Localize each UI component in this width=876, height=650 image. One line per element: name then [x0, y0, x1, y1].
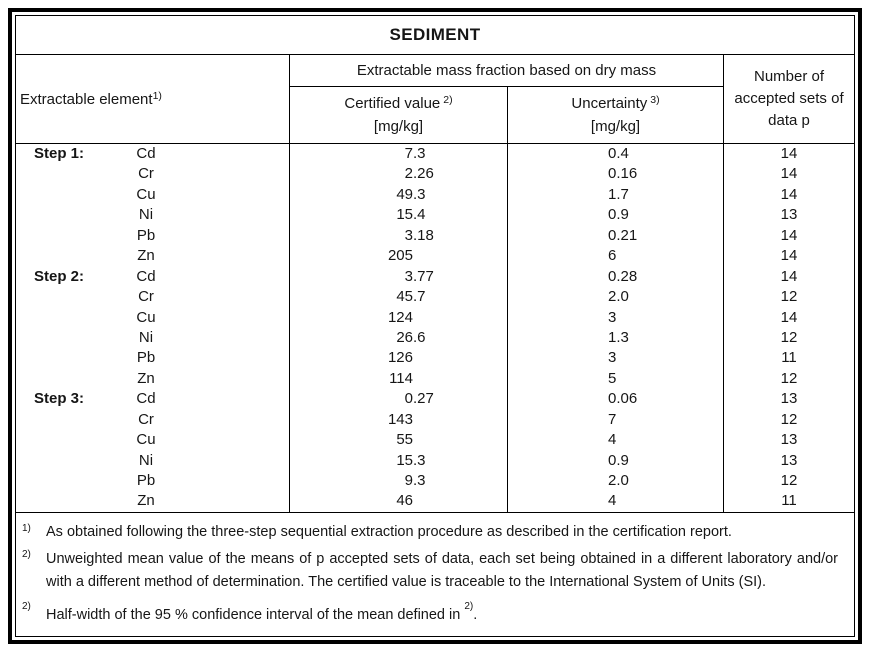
step-label: [34, 451, 120, 471]
uncertainty-value: 0.21: [608, 226, 638, 244]
sets-value: 12: [780, 288, 798, 306]
column-header-certified-value: [290, 87, 508, 143]
accepted-sets-cell: [724, 164, 854, 184]
accepted-sets-cell: [724, 185, 854, 205]
sets-value: 13: [780, 451, 798, 469]
accepted-sets-cell: [724, 308, 854, 328]
accepted-sets-cell: [724, 451, 854, 471]
accepted-sets-cell: [724, 430, 854, 450]
sets-value: 14: [780, 145, 798, 162]
step-label: [34, 287, 120, 307]
footnote-marker: 1): [22, 522, 31, 534]
uncertainty-cell: [508, 205, 724, 225]
element-symbol: Cu: [136, 185, 156, 203]
certified-value-cell: [290, 226, 508, 246]
uncertainty-value: 2.0: [608, 472, 629, 489]
uncertainty-unit: [mg/kg]: [590, 118, 641, 135]
certified-value-int: 15: [396, 451, 413, 469]
certified-value-int: 55: [396, 431, 413, 449]
uncertainty-cell: [508, 451, 724, 471]
uncertainty-value: 7: [608, 410, 617, 428]
uncertainty-cell: [508, 308, 724, 328]
certified-value-cell: [290, 471, 508, 491]
uncertainty-value: 1.3: [608, 328, 629, 346]
element-symbol: Cu: [136, 308, 156, 326]
certified-value-cell: [290, 328, 508, 348]
element-cell: [16, 491, 290, 511]
sets-value: 12: [780, 369, 798, 387]
step-label: [34, 328, 120, 348]
footnote-text: As obtained following the three-step sequential extraction procedure as described in the certification report.: [46, 523, 732, 540]
element-symbol: Cr: [138, 165, 154, 183]
element-cell: [16, 348, 290, 368]
step-label: [34, 491, 120, 511]
element-symbol: Ni: [138, 451, 154, 469]
footnote-ref-1: 1): [152, 89, 162, 102]
element-cell: [16, 185, 290, 205]
element-cell: [16, 451, 290, 471]
sets-value: 14: [780, 165, 798, 183]
certified-value-cell: [290, 430, 508, 450]
sets-value: 12: [780, 410, 798, 428]
accepted-sets-label: Number of accepted sets of data p: [734, 68, 844, 129]
certified-value-frac: .26: [413, 165, 434, 183]
sets-value: 14: [780, 247, 798, 265]
element-symbol: Ni: [138, 328, 154, 346]
mass-fraction-label: Extractable mass fraction based on dry mass: [356, 62, 657, 79]
certified-value-int: 46: [396, 492, 413, 510]
accepted-sets-cell: [724, 491, 854, 511]
accepted-sets-cell: [724, 328, 854, 348]
certified-value-cell: [290, 185, 508, 205]
step-label: [34, 471, 120, 491]
certified-value-cell: [290, 348, 508, 368]
uncertainty-label: Uncertainty: [571, 95, 648, 112]
footnote-marker: 2): [22, 548, 31, 560]
table-row: [16, 369, 854, 389]
sets-value: 13: [780, 390, 798, 408]
uncertainty-cell: [508, 328, 724, 348]
accepted-sets-cell: [724, 287, 854, 307]
sets-value: 14: [780, 308, 798, 326]
uncertainty-cell: [508, 185, 724, 205]
step-label: Step 2:: [34, 267, 85, 285]
sets-value: 11: [781, 349, 797, 367]
accepted-sets-cell: [724, 471, 854, 491]
footnote-ref-3: 3): [650, 94, 660, 106]
column-header-extractable-element: [16, 55, 290, 143]
accepted-sets-cell: [724, 389, 854, 409]
uncertainty-cell: [508, 164, 724, 184]
table-row: [16, 185, 854, 205]
sets-value: 13: [780, 431, 798, 449]
certified-value-int: 3: [404, 226, 413, 244]
element-symbol: Zn: [137, 492, 155, 510]
certified-value-cell: [290, 205, 508, 225]
footnote: [20, 548, 844, 595]
uncertainty-cell: [508, 144, 724, 164]
certified-value-int: 3: [404, 267, 413, 285]
table-row: [16, 267, 854, 287]
certified-value-cell: [290, 491, 508, 511]
table-row: [16, 430, 854, 450]
uncertainty-value: 3: [608, 349, 617, 367]
step-label: [34, 410, 120, 430]
element-cell: [16, 308, 290, 328]
element-cell: [16, 246, 290, 266]
certified-value-int: 7: [404, 145, 413, 162]
element-symbol: Pb: [136, 226, 156, 244]
step-label: [34, 164, 120, 184]
step-label: Step 3:: [34, 390, 85, 408]
step-label: [34, 185, 120, 205]
certified-value-cell: [290, 267, 508, 287]
uncertainty-value: 0.16: [608, 165, 638, 183]
element-cell: [16, 226, 290, 246]
certified-value-label: Certified value: [344, 95, 441, 112]
step-label: Step 1:: [34, 145, 85, 162]
element-symbol: Pb: [136, 472, 156, 489]
uncertainty-value: 0.06: [608, 390, 638, 408]
certified-value-cell: [290, 410, 508, 430]
table-row: [16, 491, 854, 511]
table-row: [16, 144, 854, 164]
element-symbol: Zn: [137, 369, 155, 387]
footnote-inline-ref: 2): [464, 600, 474, 612]
element-cell: [16, 328, 290, 348]
certified-value-int: 45: [396, 288, 413, 306]
uncertainty-value: 0.28: [608, 267, 638, 285]
accepted-sets-cell: [724, 410, 854, 430]
table-row: [16, 246, 854, 266]
certified-value-frac: .3: [413, 451, 426, 469]
certified-value-int: 2: [404, 165, 413, 183]
uncertainty-cell: [508, 491, 724, 511]
sets-value: 12: [780, 472, 798, 489]
table-row: [16, 410, 854, 430]
table-row: [16, 287, 854, 307]
certified-value-frac: .3: [413, 185, 426, 203]
element-cell: [16, 410, 290, 430]
element-symbol: Cr: [138, 410, 154, 428]
accepted-sets-cell: [724, 348, 854, 368]
element-symbol: Cd: [136, 145, 156, 162]
sets-value: 14: [780, 226, 798, 244]
certified-value-cell: [290, 308, 508, 328]
footnote-text: Half-width of the 95 % confidence interval of the mean defined in $^{2)}$.: [46, 600, 478, 623]
document-frame: [8, 8, 862, 644]
element-symbol: Cd: [136, 390, 156, 408]
certified-value-int: 124: [387, 308, 413, 326]
certified-value-frac: .77: [413, 267, 434, 285]
uncertainty-cell: [508, 348, 724, 368]
element-cell: [16, 287, 290, 307]
uncertainty-cell: [508, 471, 724, 491]
sets-value: 12: [780, 328, 798, 346]
uncertainty-value: 0.9: [608, 206, 629, 224]
uncertainty-cell: [508, 267, 724, 287]
uncertainty-value: 4: [608, 431, 617, 449]
column-header-accepted-sets: [724, 55, 854, 143]
accepted-sets-cell: [724, 246, 854, 266]
certified-value-cell: [290, 287, 508, 307]
certified-value-int: 0: [404, 390, 413, 408]
element-symbol: Zn: [137, 247, 155, 265]
certified-values-table: [15, 15, 855, 637]
certified-value-unit: [mg/kg]: [373, 118, 424, 135]
sets-value: 11: [781, 492, 797, 510]
footnote-ref-2: 2): [443, 94, 453, 106]
uncertainty-value: 3: [608, 308, 617, 326]
footnote: [20, 522, 844, 543]
certified-value-int: 126: [387, 349, 413, 367]
uncertainty-cell: [508, 246, 724, 266]
certified-value-cell: [290, 369, 508, 389]
element-cell: [16, 205, 290, 225]
footnotes-section: [16, 512, 854, 637]
certified-value-cell: [290, 246, 508, 266]
element-cell: [16, 144, 290, 164]
step-label: [34, 308, 120, 328]
table-row: [16, 328, 854, 348]
certified-value-frac: .4: [413, 206, 426, 224]
certified-value-int: 15: [396, 206, 413, 224]
element-symbol: Pb: [136, 349, 156, 367]
step-label: [34, 348, 120, 368]
column-header-uncertainty: [508, 87, 724, 143]
sets-value: 14: [780, 267, 798, 285]
table-body: [16, 144, 854, 512]
table-row: [16, 471, 854, 491]
table-row: [16, 451, 854, 471]
certified-value-frac: .3: [413, 472, 426, 489]
element-cell: [16, 164, 290, 184]
certified-value-int: 143: [387, 410, 413, 428]
uncertainty-value: 2.0: [608, 288, 629, 306]
step-label: [34, 430, 120, 450]
table-title: SEDIMENT: [16, 16, 854, 55]
accepted-sets-cell: [724, 144, 854, 164]
table-row: [16, 389, 854, 409]
column-header-mass-fraction: [290, 55, 724, 87]
certified-value-frac: .18: [413, 226, 434, 244]
table-row: [16, 348, 854, 368]
table-row: [16, 226, 854, 246]
element-cell: [16, 267, 290, 287]
uncertainty-cell: [508, 389, 724, 409]
element-cell: [16, 389, 290, 409]
uncertainty-value: 0.4: [608, 145, 629, 162]
element-symbol: Ni: [138, 206, 154, 224]
accepted-sets-cell: [724, 226, 854, 246]
uncertainty-value: 5: [608, 369, 617, 387]
certified-value-cell: [290, 164, 508, 184]
certified-value-int: 9: [404, 472, 413, 489]
element-cell: [16, 369, 290, 389]
certified-value-int: 49: [396, 185, 413, 203]
table-row: [16, 205, 854, 225]
sets-value: 13: [780, 206, 798, 224]
certified-value-frac: .7: [413, 288, 426, 306]
step-label: [34, 226, 120, 246]
element-symbol: Cd: [136, 267, 156, 285]
certified-value-cell: [290, 451, 508, 471]
uncertainty-cell: [508, 410, 724, 430]
certified-value-int: 205: [387, 247, 413, 265]
certified-value-cell: [290, 144, 508, 164]
uncertainty-value: 1.7: [608, 185, 629, 203]
uncertainty-value: 6: [608, 247, 617, 265]
table-row: [16, 164, 854, 184]
uncertainty-cell: [508, 287, 724, 307]
step-label: [34, 205, 120, 225]
certified-value-frac: .6: [413, 328, 426, 346]
extractable-element-label: Extractable element: [20, 90, 153, 108]
certified-value-frac: .3: [413, 145, 426, 162]
certified-value-cell: [290, 389, 508, 409]
footnote: [20, 600, 844, 626]
step-label: [34, 246, 120, 266]
table-row: [16, 308, 854, 328]
element-cell: [16, 430, 290, 450]
element-symbol: Cu: [136, 431, 156, 449]
accepted-sets-cell: [724, 369, 854, 389]
element-symbol: Cr: [138, 288, 154, 306]
step-label: [34, 369, 120, 389]
accepted-sets-cell: [724, 267, 854, 287]
element-cell: [16, 471, 290, 491]
uncertainty-cell: [508, 369, 724, 389]
uncertainty-value: 4: [608, 492, 617, 510]
certified-value-frac: .27: [413, 390, 434, 408]
footnote-marker: 2): [22, 600, 31, 612]
table-header: [16, 55, 854, 144]
uncertainty-cell: [508, 430, 724, 450]
uncertainty-value: 0.9: [608, 451, 629, 469]
certified-value-int: 26: [396, 328, 413, 346]
sets-value: 14: [780, 185, 798, 203]
footnote-text: Unweighted mean value of the means of p accepted sets of data, each set being obtained in a different laboratory and/or with a different method of determination. The certified value is traceable to the International System of Units (SI).: [46, 550, 838, 591]
certified-value-int: 114: [389, 369, 413, 387]
uncertainty-cell: [508, 226, 724, 246]
accepted-sets-cell: [724, 205, 854, 225]
